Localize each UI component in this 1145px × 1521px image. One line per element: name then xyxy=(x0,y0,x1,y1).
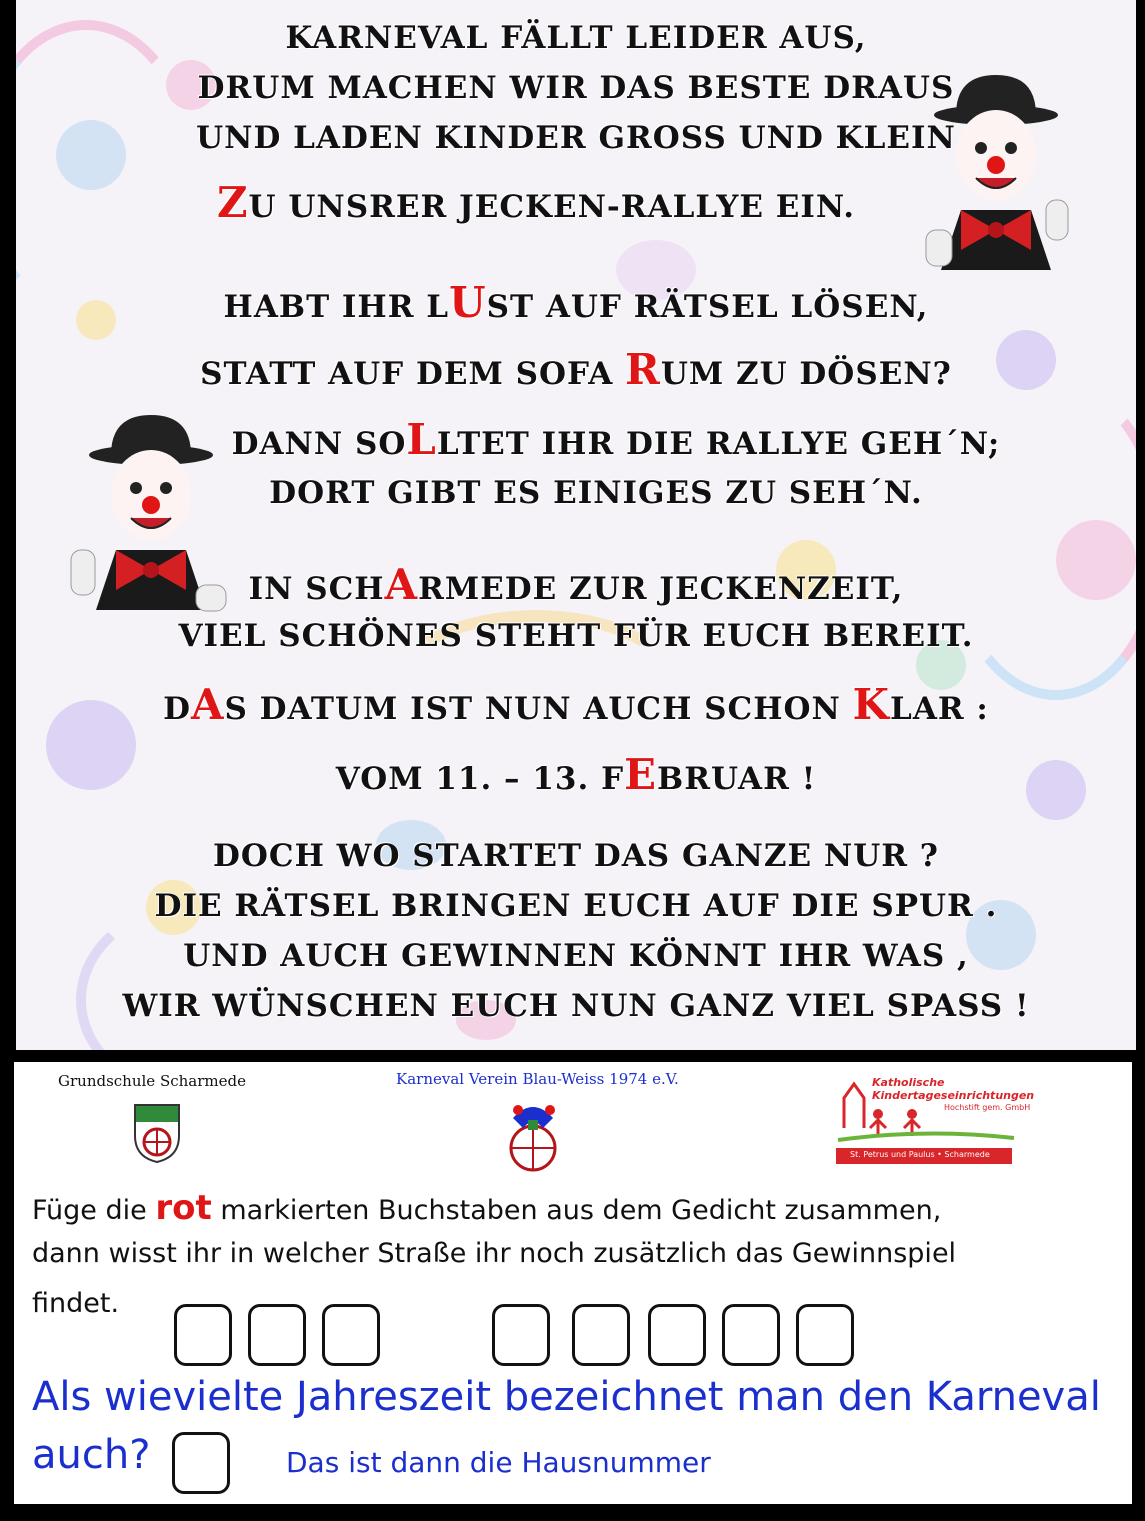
answer-letter-box[interactable] xyxy=(648,1304,706,1366)
question-line2: auch? xyxy=(32,1432,151,1478)
poem-line: DANN SOLLTET IHR DIE RALLYE GEH´N; xyxy=(231,415,1001,464)
task-instruction-line3: findet. xyxy=(32,1288,120,1319)
highlighted-letter: A xyxy=(190,680,225,729)
poem-area xyxy=(16,0,1136,1050)
highlighted-letter: E xyxy=(624,750,657,799)
highlighted-letter: A xyxy=(384,560,419,609)
answer-letter-box[interactable] xyxy=(248,1304,306,1366)
kita-title-line2: Kindertageseinrichtungen xyxy=(872,1089,1035,1102)
kita-subtitle: Hochstift gem. GmbH xyxy=(944,1103,1031,1112)
poem-line: ZU UNSRER JECKEN-RALLYE EIN. xyxy=(216,178,856,227)
school-crest-icon xyxy=(132,1102,182,1164)
poem-line: UND AUCH GEWINNEN KÖNNT IHR WAS , xyxy=(183,938,969,974)
poem-line: VOM 11. – 13. FEBRUAR ! xyxy=(335,750,817,799)
task-instruction-line1: Füge die rot markierten Buchstaben aus dem Gedicht zusammen, xyxy=(32,1188,942,1228)
poem-line: WIR WÜNSCHEN EUCH NUN GANZ VIEL SPASS ! xyxy=(122,988,1030,1024)
answer-letter-box[interactable] xyxy=(492,1304,550,1366)
answer-letter-box[interactable] xyxy=(722,1304,780,1366)
kita-footer: St. Petrus und Paulus • Scharmede xyxy=(850,1150,990,1159)
answer-letter-box[interactable] xyxy=(572,1304,630,1366)
poem-line: IN SCHARMEDE ZUR JECKENZEIT, xyxy=(248,560,904,609)
poem-line: DRUM MACHEN WIR DAS BESTE DRAUS xyxy=(197,70,955,106)
house-number-hint: Das ist dann die Hausnummer xyxy=(286,1446,711,1479)
poem-line: DORT GIBT ES EINIGES ZU SEH´N. xyxy=(269,475,923,511)
poem-line: VIEL SCHÖNES STEHT FÜR EUCH BEREIT. xyxy=(178,618,974,654)
highlighted-letter: K xyxy=(852,680,891,729)
task-red-word: rot xyxy=(155,1188,212,1228)
poem-line: KARNEVAL FÄLLT LEIDER AUS, xyxy=(285,20,867,56)
streamer-decoration xyxy=(16,20,196,320)
poem-line: STATT AUF DEM SOFA RUM ZU DÖSEN? xyxy=(200,345,952,394)
house-number-box[interactable] xyxy=(172,1432,230,1494)
highlighted-letter: L xyxy=(406,415,437,464)
bottom-panel xyxy=(14,1062,1132,1504)
answer-letter-box[interactable] xyxy=(174,1304,232,1366)
club-logo-label: Karneval Verein Blau-Weiss 1974 e.V. xyxy=(396,1070,679,1088)
poem-line: DOCH WO STARTET DAS GANZE NUR ? xyxy=(213,838,939,874)
highlighted-letter: R xyxy=(625,345,661,394)
task-instruction-line2: dann wisst ihr in welcher Straße ihr noch zusätzlich das Gewinnspiel xyxy=(32,1238,957,1269)
question-line1: Als wievielte Jahreszeit bezeichnet man den Karneval xyxy=(32,1374,1101,1420)
poem-line: DAS DATUM IST NUN AUCH SCHON KLAR : xyxy=(163,680,989,729)
clown-illustration xyxy=(56,410,246,620)
club-emblem-icon xyxy=(498,1098,568,1176)
clown-illustration xyxy=(901,70,1091,270)
poem-line: DIE RÄTSEL BRINGEN EUCH AUF DIE SPUR . xyxy=(154,888,998,924)
kita-title-line1: Katholische xyxy=(872,1076,945,1089)
highlighted-letter: Z xyxy=(216,178,249,227)
answer-letter-box[interactable] xyxy=(796,1304,854,1366)
school-logo-label: Grundschule Scharmede xyxy=(58,1072,246,1090)
highlighted-letter: U xyxy=(449,278,487,327)
poem-line: UND LADEN KINDER GROSS UND KLEIN xyxy=(196,120,956,156)
answer-letter-box[interactable] xyxy=(322,1304,380,1366)
poem-line: HABT IHR LUST AUF RÄTSEL LÖSEN, xyxy=(223,278,929,327)
